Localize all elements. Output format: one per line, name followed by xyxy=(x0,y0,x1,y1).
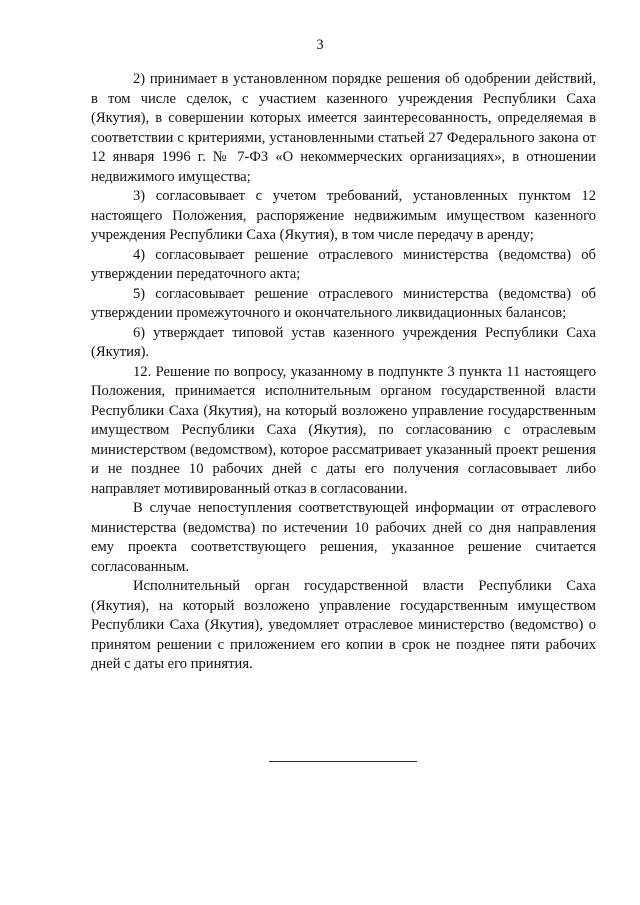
document-body xyxy=(91,70,596,675)
paragraph-clause-12: 12. Решение по вопросу, указанному в подпункте 3 пункта 11 настоящего Положения, принимается исполнительным органом государственной власти Республики Саха (Якутия), на который возложено управление государственным имуществом Республики Саха (Якутия), по согласованию с отраслевым министерством (ведомством), которое рассматривает указанный проект решения и не позднее 10 рабочих дней с даты его получения согласовывает либо направляет мотивированный отказ в согласовании. xyxy=(91,363,596,497)
paragraph-item-3: 3) согласовывает с учетом требований, установленных пунктом 12 настоящего Положения, распоряжение недвижимым имуществом казенного учреждения Республики Саха (Якутия), в том числе передачу в аренду; xyxy=(91,188,596,243)
paragraph-item-4: 4) согласовывает решение отраслевого министерства (ведомства) об утверждении передаточного акта; xyxy=(91,246,596,282)
paragraph-item-2: 2) принимает в установленном порядке решения об одобрении действий, в том числе сделок, с участием казенного учреждения Республики Саха (Якутия), в совершении которых имеется заинтересованность, определяемая в соответствии с критериями, установленными статьей 27 Федерального закона от 12 января 1996 г. № 7-ФЗ «О некоммерческих организациях», в отношении недвижимого имущества; xyxy=(91,71,596,185)
paragraph-notification-rule: Исполнительный орган государственной власти Республики Саха (Якутия), на который возложено управление государственным имуществом Республики Саха (Якутия), уведомляет отраслевое министерство (ведомство) о принятом решении с приложением его копии в срок не позднее пяти рабочих дней с даты его принятия. xyxy=(91,578,596,672)
paragraph-no-response-rule: В случае непоступления соответствующей информации от отраслевого министерства (ведомства) по истечении 10 рабочих дней со дня направления ему проекта соответствующего решения, указанное решение считается согласованным. xyxy=(91,500,596,575)
paragraph-item-6: 6) утверждает типовой устав казенного учреждения Республики Саха (Якутия). xyxy=(91,324,596,360)
page-number: 3 xyxy=(316,37,324,53)
paragraph-item-5: 5) согласовывает решение отраслевого министерства (ведомства) об утверждении промежуточного и окончательного ликвидационных балансов; xyxy=(91,285,596,321)
end-of-text-rule xyxy=(269,761,417,762)
